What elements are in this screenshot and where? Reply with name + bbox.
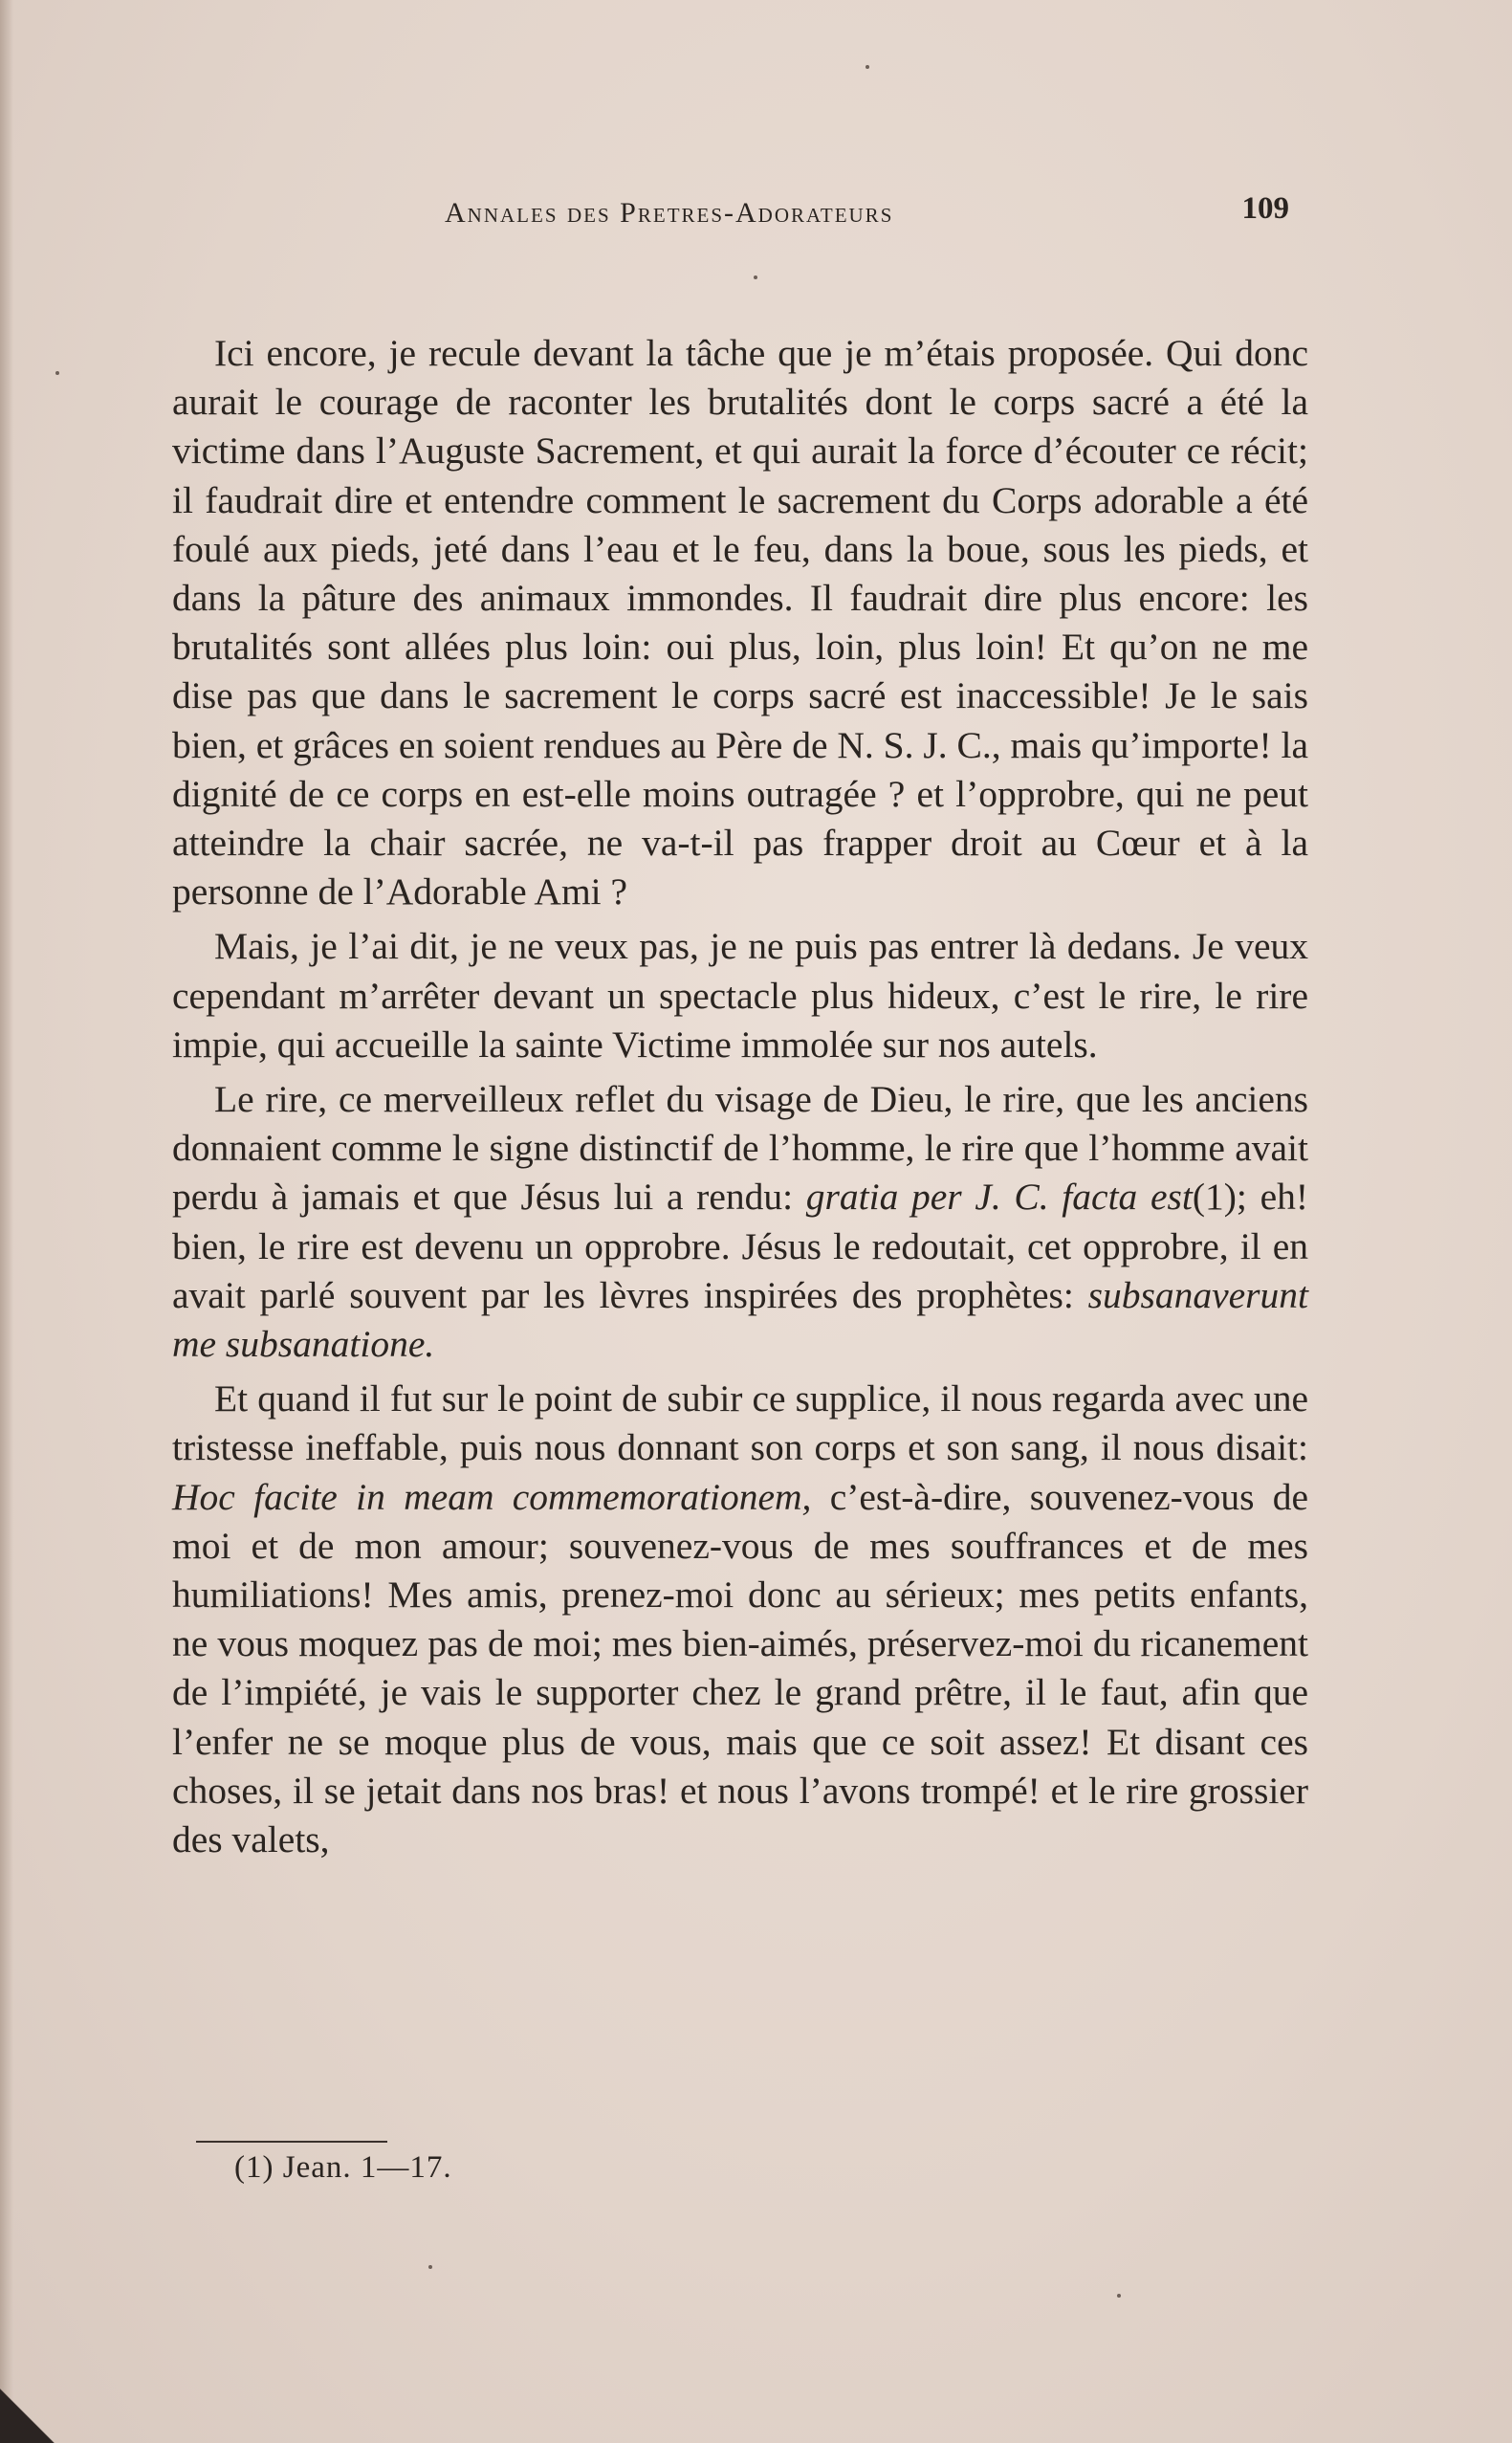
paper-speck	[55, 371, 59, 375]
body-text	[172, 329, 1308, 1864]
paragraph-3-text-a: Le rire, ce merveilleux reflet du visage de Dieu, le rire, que les anciens donnaient comme le signe distinctif de l’homme, le rire que l’homme avait perdu à jamais et que Jésus lui a rendu:	[172, 1078, 1308, 1219]
paragraph-3-text-b: (1); eh! bien, le rire est devenu un opprobre. Jésus le redoutait, cet opprobre, il en avait parlé souvent par les lèvres inspirées des prophètes:	[172, 1176, 1309, 1316]
latin-quote-gratia: gratia per J. C. facta est	[805, 1176, 1193, 1219]
paragraph-4-text-b: c’est-à-dire, souvenez-vous de moi et de mon amour; souvenez-vous de mes souffrances et de mes humiliations! Mes amis, prenez-moi donc au sérieux; mes petits enfants, ne vous moquez pas de moi; mes bien-aimés, préservez-moi du ricanement de l’impiété, je vais le supporter chez le grand prêtre, il le faut, afin que l’enfer ne se moque plus de vous, mais que ce soit assez! Et disant ces choses, il se jetait dans nos bras! et nous l’avons trompé! et le rire grossier des valets,	[172, 1475, 1309, 1861]
page-corner-shadow	[0, 2366, 57, 2443]
footnote: (1) Jean. 1—17.	[234, 2150, 452, 2185]
footnote-rule	[196, 2141, 387, 2143]
latin-quote-hoc-facite: Hoc facite in meam commemorationem,	[172, 1475, 812, 1518]
paper-speck	[428, 2265, 432, 2269]
latin-quote-subsanaverunt: subsanaverunt me subsanatione.	[172, 1273, 1308, 1366]
page-number: 109	[1241, 191, 1289, 226]
paragraph-2: Mais, je l’ai dit, je ne veux pas, je ne puis pas entrer là dedans. Je veux cependant m’arrêter devant un spectacle plus hideux, c’est le rire, le rire impie, qui accueille la sainte Victime immolée sur nos autels.	[172, 925, 1308, 1066]
page-spine-edge	[0, 0, 13, 2443]
running-head	[191, 191, 1301, 239]
running-title: Annales des Pretres-Adorateurs	[445, 197, 894, 229]
paper-speck	[866, 65, 869, 69]
paper-speck	[754, 275, 757, 279]
paragraph-4-text-a: Et quand il fut sur le point de subir ce supplice, il nous regarda avec une tristesse ineffable, puis nous donnant son corps et son sang, il nous disait:	[172, 1377, 1308, 1469]
paragraph-4	[172, 1375, 1308, 1864]
paper-speck	[1117, 2294, 1121, 2298]
paragraph-3	[172, 1075, 1308, 1369]
paragraph-1: Ici encore, je recule devant la tâche que je m’étais proposée. Qui donc aurait le courage de raconter les brutalités dont le corps sacré a été la victime dans l’Auguste Sacrement, et qui aurait la force d’écouter ce récit; il faudrait dire et entendre comment le sacrement du Corps adorable a été foulé aux pieds, jeté dans l’eau et le feu, dans la boue, sous les pieds, et dans la pâture des animaux immondes. Il faudrait dire plus encore: les brutalités sont allées plus loin: oui plus, loin, plus loin! Et qu’on ne me dise pas que dans le sacrement le corps sacré est inaccessible! Je le sais bien, et grâces en soient rendues au Père de N. S. J. C., mais qu’importe! la dignité de ce corps en est-elle moins outragée ? et l’opprobre, qui ne peut atteindre la chair sacrée, ne va-t-il pas frapper droit au Cœur et à la personne de l’Adorable Ami ?	[172, 332, 1308, 913]
